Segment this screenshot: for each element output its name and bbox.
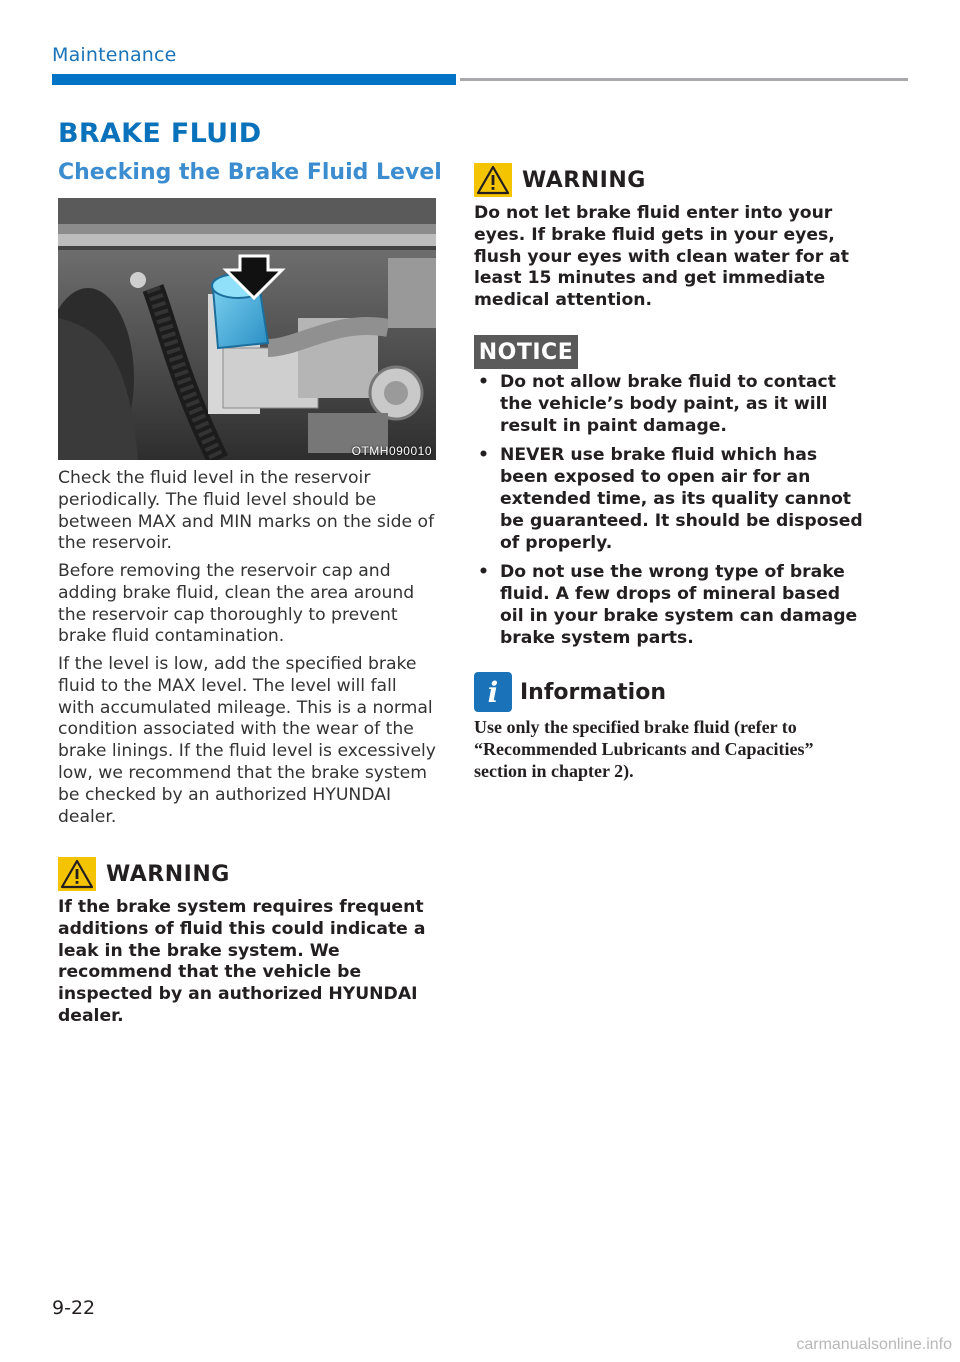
information-label: Information (520, 679, 666, 705)
engine-bay-illustration (58, 198, 436, 460)
warning-label-left: WARNING (106, 861, 230, 887)
information-header (474, 672, 666, 712)
notice-badge: NOTICE (474, 335, 578, 369)
info-icon: i (474, 672, 512, 712)
notice-list (474, 372, 864, 658)
body-paragraph-3: If the level is low, add the specified brake fluid to the MAX level. The level will fall with accumulated mileage. This is a normal condition associated with the wear of the brake linings. If the fluid level is excessively low, we recommend that the brake system be checked by an authorized HYUNDAI dealer. (58, 654, 436, 827)
warning-header-left (58, 857, 230, 891)
warning-label-right: WARNING (522, 167, 646, 193)
warning-triangle-icon (474, 163, 512, 197)
notice-item: • NEVER use brake fluid which has been exposed to open air for an extended time, as its quality cannot be guaranteed. It should be disposed of properly. (478, 445, 863, 553)
warning-text-right: Do not let brake fluid enter into your eyes. If brake fluid gets in your eyes, flush your eyes with clean water for at least 15 minutes and get immediate medical attention. (474, 203, 849, 311)
warning-text-left: If the brake system requires frequent additions of fluid this could indicate a leak in the brake system. We recommend that the vehicle be inspected by an authorized HYUNDAI dealer. (58, 897, 426, 1026)
warning-header-right (474, 163, 646, 197)
body-paragraph-2: Before removing the reservoir cap and adding brake fluid, clean the area around the reservoir cap thoroughly to prevent brake fluid contamination. (58, 561, 415, 647)
header-rule-blue (52, 74, 456, 85)
section-header: Maintenance (52, 44, 177, 66)
notice-item: • Do not allow brake fluid to contact the vehicle’s body paint, as it will result in paint damage. (478, 372, 836, 436)
section-subtitle: Checking the Brake Fluid Level (58, 160, 442, 185)
engine-bay-photo (58, 198, 436, 460)
notice-item: • Do not use the wrong type of brake fluid. A few drops of mineral based oil in your brake system can damage brake system parts. (478, 562, 858, 648)
figure-code: OTMH090010 (351, 444, 432, 458)
information-text: Use only the specified brake fluid (refer to “Recommended Lubricants and Capacities” section in chapter 2). (474, 717, 814, 781)
header-rule-gray (460, 78, 908, 81)
watermark: carmanualsonline.info (796, 1336, 952, 1353)
warning-triangle-icon (58, 857, 96, 891)
page-title: BRAKE FLUID (58, 118, 262, 149)
body-paragraph-1: Check the fluid level in the reservoir periodically. The fluid level should be between MAX and MIN marks on the side of the reservoir. (58, 468, 435, 554)
page-number: 9-22 (52, 1297, 96, 1319)
